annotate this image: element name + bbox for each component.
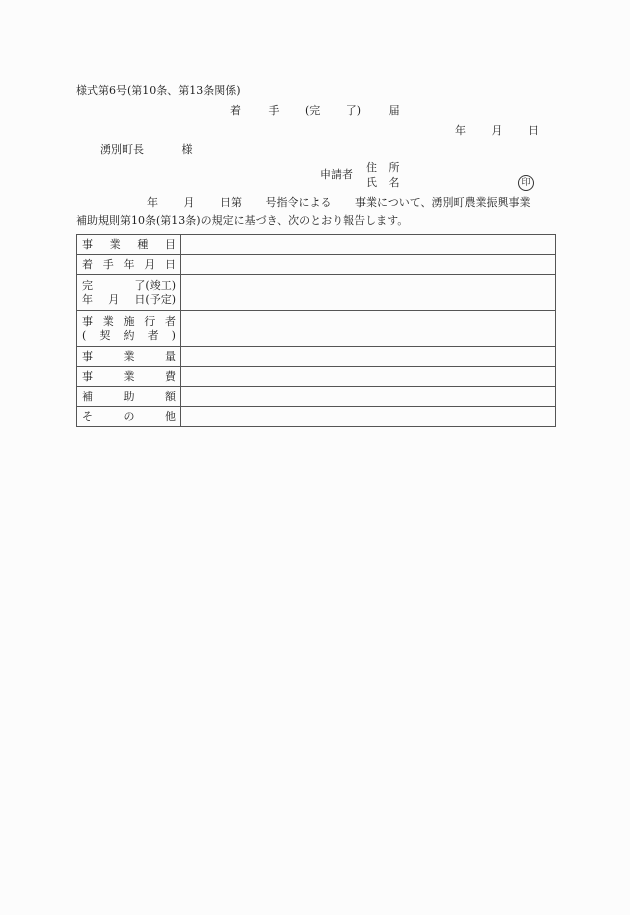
addressee bbox=[100, 143, 193, 157]
table-row bbox=[77, 407, 556, 427]
row-label-line: 事 業 費 bbox=[82, 369, 176, 383]
row-label bbox=[77, 367, 181, 387]
row-label-line: そ の 他 bbox=[82, 409, 176, 423]
table-row bbox=[77, 347, 556, 367]
row-value-field[interactable] bbox=[181, 387, 556, 407]
addressee-name: 湧別町長 bbox=[100, 143, 144, 156]
submission-date bbox=[455, 124, 539, 138]
row-label bbox=[77, 235, 181, 255]
body-line-2: 補助規則第10条(第13条)の規定に基づき、次のとおり報告します。 bbox=[76, 214, 409, 227]
row-label-line: 事 業 種 目 bbox=[82, 237, 176, 251]
table-row bbox=[77, 367, 556, 387]
title-part: 届 bbox=[388, 104, 400, 117]
body-line-1: 年 月 日第 号指令による 事業について、湧別町農業振興事業 bbox=[147, 196, 531, 209]
title-part: 了) bbox=[345, 104, 362, 117]
row-label-line: 完 了(竣工) bbox=[82, 278, 176, 292]
title-part: (完 bbox=[305, 104, 321, 117]
date-day: 日 bbox=[528, 124, 539, 137]
title-part: 着 bbox=[230, 104, 241, 117]
table-row bbox=[77, 387, 556, 407]
row-label-line: 補 助 額 bbox=[82, 389, 176, 403]
row-label-line: 事 業 施 行 者 bbox=[82, 314, 176, 328]
row-label bbox=[77, 347, 181, 367]
row-label-line: 着 手 年 月 日 bbox=[82, 257, 176, 271]
table-row bbox=[77, 235, 556, 255]
row-label bbox=[77, 311, 181, 347]
document-title bbox=[230, 104, 400, 118]
title-part: 手 bbox=[268, 104, 280, 117]
honorific: 様 bbox=[181, 143, 193, 156]
row-value-field[interactable] bbox=[181, 311, 556, 347]
row-value-field[interactable] bbox=[181, 367, 556, 387]
row-label bbox=[77, 387, 181, 407]
row-value-field[interactable] bbox=[181, 347, 556, 367]
seal-mark: 印 bbox=[518, 175, 534, 191]
date-year: 年 bbox=[455, 124, 466, 137]
address-label: 住 所 bbox=[366, 161, 400, 174]
table-row bbox=[77, 255, 556, 275]
row-value-field[interactable] bbox=[181, 235, 556, 255]
table-row bbox=[77, 275, 556, 311]
row-label bbox=[77, 275, 181, 311]
row-value-field[interactable] bbox=[181, 275, 556, 311]
row-value-field[interactable] bbox=[181, 407, 556, 427]
name-label: 氏 名 bbox=[366, 176, 400, 189]
row-label-line: ( 契 約 者 ) bbox=[82, 328, 176, 342]
row-label bbox=[77, 407, 181, 427]
row-label-line: 事 業 量 bbox=[82, 349, 176, 363]
form-number: 様式第6号(第10条、第13条関係) bbox=[76, 84, 241, 97]
row-label bbox=[77, 255, 181, 275]
row-label-line: 年 月 日(予定) bbox=[82, 292, 176, 306]
applicant-label: 申請者 bbox=[320, 168, 353, 181]
date-month: 月 bbox=[491, 124, 503, 137]
report-table bbox=[76, 234, 556, 427]
row-value-field[interactable] bbox=[181, 255, 556, 275]
table-row bbox=[77, 311, 556, 347]
